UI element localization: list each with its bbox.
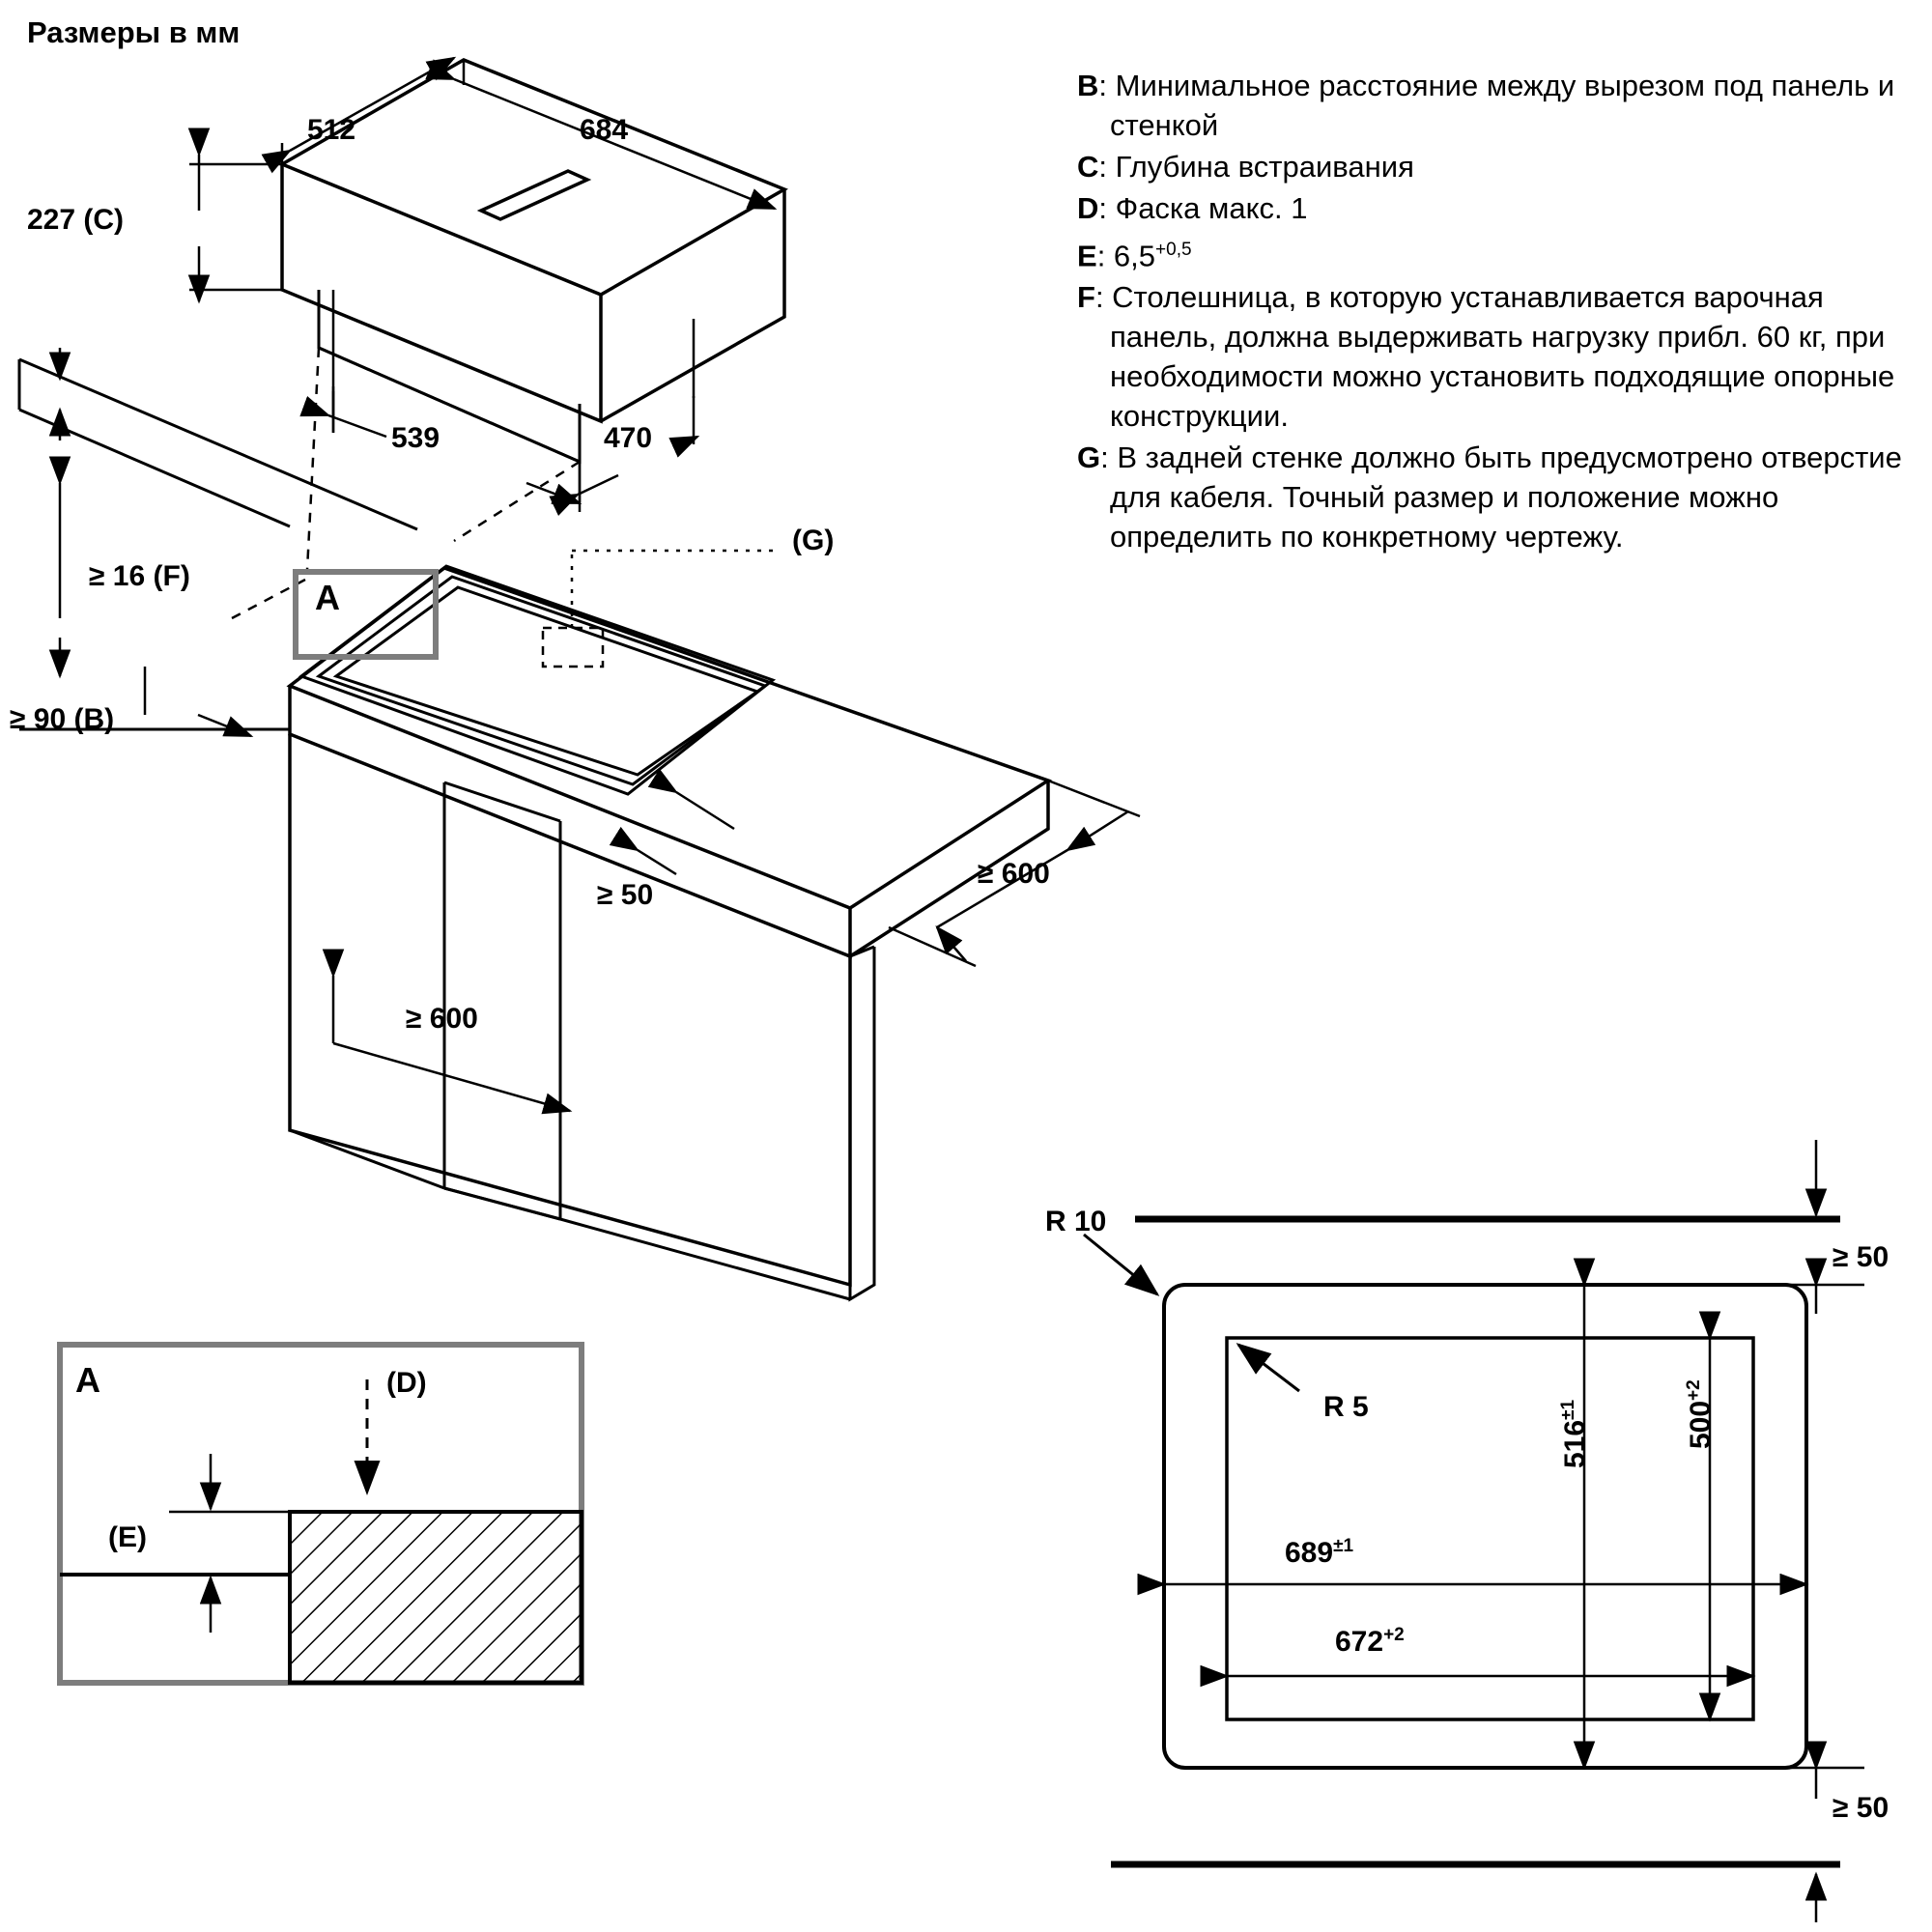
cable-marker-g: (G) bbox=[792, 525, 835, 556]
radius-5-label: R 5 bbox=[1323, 1391, 1369, 1423]
dim-depth-600: ≥ 600 bbox=[978, 858, 1050, 890]
legend-item-b: B: Минимальное расстояние между вырезом под панель и стенкой bbox=[1077, 69, 1895, 142]
dim-worktop-thickness: ≥ 16 (F) bbox=[89, 560, 190, 592]
legend-list bbox=[1077, 66, 1913, 558]
dim-hob-width: 684 bbox=[580, 114, 629, 146]
clearance-bottom-50: ≥ 50 bbox=[1833, 1792, 1889, 1824]
dim-cutout-w: 539 bbox=[391, 422, 440, 454]
dim-cutout-height-outer: $516^{\pm 1}$ bbox=[1558, 1399, 1591, 1468]
dim-wall-distance: ≥ 90 (B) bbox=[10, 703, 115, 735]
dim-cutout-width-outer: $689^{\pm 1}$ bbox=[1285, 1536, 1354, 1569]
page-title: Размеры в мм bbox=[27, 15, 241, 49]
dim-cutout-d: 470 bbox=[604, 422, 653, 454]
radius-10-label: R 10 bbox=[1045, 1206, 1107, 1237]
dim-gap-50: ≥ 50 bbox=[597, 879, 654, 911]
dim-hob-depth: 227 (C) bbox=[27, 204, 125, 236]
dim-cutout-width-inner: $672^{+2}$ bbox=[1335, 1625, 1405, 1658]
legend-item-d: D: Фаска макс. 1 bbox=[1077, 191, 1308, 225]
dim-hob-left: 512 bbox=[307, 114, 356, 146]
legend-item-e: E: $6,5^{+0,5}$ bbox=[1077, 239, 1192, 273]
legend-item-f: F: Столешница, в которую устанавливается варочная панель, должна выдерживать нагрузку прибл. 60 кг, при необходимости можно установить подходящие опорные конструкции. bbox=[1077, 280, 1895, 434]
dim-width-600: ≥ 600 bbox=[406, 1003, 478, 1035]
detail-marker-a: A bbox=[315, 578, 340, 617]
legend-item-g: G: В задней стенке должно быть предусмотрено отверстие для кабеля. Точный размер и положение можно определить по конкретному чертежу. bbox=[1077, 440, 1902, 554]
detail-a-d-label: (D) bbox=[386, 1367, 427, 1399]
dim-cutout-height-inner: $500^{+2}$ bbox=[1684, 1379, 1717, 1449]
detail-a-label: A bbox=[75, 1360, 100, 1400]
legend-item-c: C: Глубина встраивания bbox=[1077, 150, 1414, 184]
clearance-top-50: ≥ 50 bbox=[1833, 1241, 1889, 1273]
detail-a-e-label: (E) bbox=[108, 1521, 147, 1553]
